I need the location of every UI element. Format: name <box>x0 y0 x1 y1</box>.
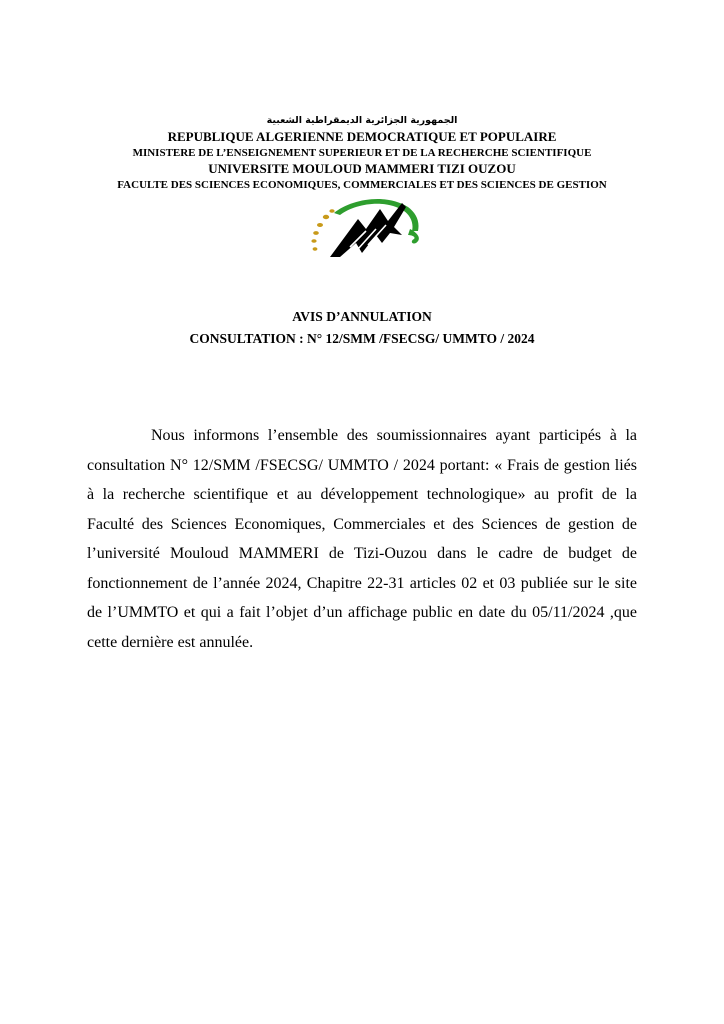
logo-green-tail <box>408 229 419 244</box>
header-faculty: FACULTE DES SCIENCES ECONOMIQUES, COMMERCIALES ET DES SCIENCES DE GESTION <box>117 179 607 191</box>
university-logo <box>306 195 430 259</box>
logo-gold-dot <box>313 247 318 250</box>
notice-title: AVIS D’ANNULATION <box>292 309 432 324</box>
header-arabic: الجمهورية الجزائرية الديمقراطية الشعبية <box>266 115 458 126</box>
logo-gold-dot <box>313 231 319 235</box>
header-ministry: MINISTERE DE L’ENSEIGNEMENT SUPERIEUR ET DE LA RECHERCHE SCIENTIFIQUE <box>132 147 592 159</box>
letterhead <box>0 113 724 193</box>
logo-gold-dot <box>323 215 329 219</box>
logo-gold-dot <box>329 209 334 213</box>
logo-gold-dot <box>317 223 323 227</box>
notice-body: Nous informons l’ensemble des soumissionnaires ayant participés à la consultation N° 12/SMM /FSECSG/ UMMTO / 2024 portant: « Frais de gestion liés à la recherche scientifique et au développement technologique» au profit de la Faculté des Sciences Economiques, Commerciales et des Sciences de gestion de l’université Mouloud MAMMERI de Tizi-Ouzou dans le cadre de budget de fonctionnement de l’année 2024, Chapitre 22-31 articles 02 et 03 publiée sur le site de l’UMMTO et qui a fait l’objet d’un affichage public en date du 05/11/2024 ,que cette dernière est annulée. <box>87 427 637 651</box>
header-university: UNIVERSITE MOULOUD MAMMERI TIZI OUZOU <box>208 161 516 176</box>
logo-gold-dot <box>311 239 316 243</box>
notice-heading <box>0 306 724 350</box>
header-republic: REPUBLIQUE ALGERIENNE DEMOCRATIQUE ET POPULAIRE <box>167 129 557 144</box>
notice-reference: CONSULTATION : N° 12/SMM /FSECSG/ UMMTO / 2024 <box>189 331 535 346</box>
